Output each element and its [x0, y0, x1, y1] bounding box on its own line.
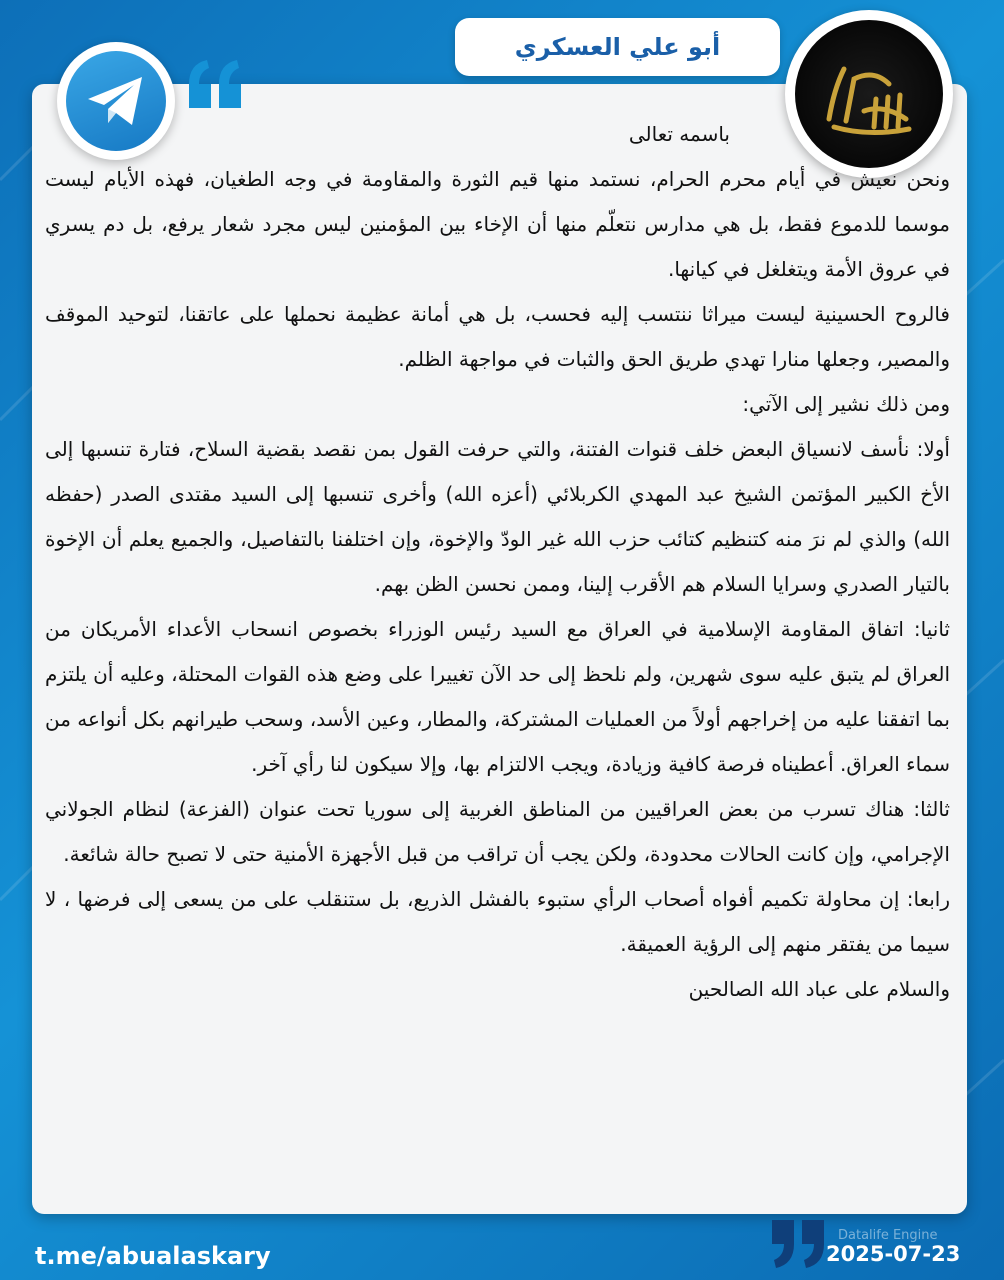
post-date: 2025-07-23	[826, 1242, 961, 1266]
message-body	[45, 112, 950, 1012]
paragraph-fourth: رابعا: إن محاولة تكميم أفواه أصحاب الرأي ستبوء بالفشل الذريع، بل ستنقلب على من يسعى إلى فرضها ، لا سيما من يفتقر منهم إلى الرؤية العميقة.	[45, 887, 950, 956]
paragraph-spirit: فالروح الحسينية ليست ميراثا ننتسب إليه فحسب، بل هي أمانة عظيمة نحملها على عاتقنا، لتوحيد الموقف والمصير، وجعلها منارا تهدي طريق الحق والثبات في مواجهة الظلم.	[45, 302, 950, 371]
telegram-link[interactable]: t.me/abualaskary	[35, 1242, 271, 1270]
quote-open-icon	[185, 58, 245, 110]
paragraph-third: ثالثا: هناك تسرب من بعض العراقيين من المناطق الغربية إلى سوريا تحت عنوان (الفزعة) لنظام الجولاني الإجرامي، وإن كانت الحالات محدودة، ولكن يجب أن تراقب من قبل الأجهزة الأمنية حتى لا تصبح حالة شائعة.	[45, 797, 950, 866]
author-title-pill	[455, 18, 780, 76]
author-title: أبو علي العسكري	[514, 33, 721, 61]
paragraph-intro: ونحن نعيش في أيام محرم الحرام، نستمد منها قيم الثورة والمقاومة في وجه الطغيان، فهذه الأيام ليست موسما للدموع فقط، بل هي مدارس نتعلّم منها أن الإخاء بين المؤمنين ليس مجرد شعار يرفع، بل دم يسري في عروق الأمة ويتغلغل في كيانها.	[45, 167, 950, 281]
basmala-line: باسمه تعالى	[628, 122, 730, 146]
paragraph-closing: والسلام على عباد الله الصالحين	[688, 977, 950, 1001]
quote-close-icon	[768, 1218, 828, 1270]
paragraph-first: أولا: نأسف لانسياق البعض خلف قنوات الفتنة، والتي حرفت القول بمن نقصد بقضية السلاح، فتارة تنسبها إلى الأخ الكبير المؤتمن الشيخ عبد المهدي الكربلائي (أعزه الله) وأخرى تنسبها إلى السيد مقتدى الصدر (حفظه الله) والذي لم نرَ منه كتنظيم كتائب حزب الله غير الودّ والإخوة، وإن اختلفنا بالتفاصيل، والجميع يعلم أن الإخوة بالتيار الصدري وسرايا السلام هم الأقرب إلينا، وممن نحسن الظن بهم.	[45, 437, 950, 596]
watermark-text: Datalife Engine	[838, 1228, 938, 1243]
paragraph-points-intro: ومن ذلك نشير إلى الآتي:	[742, 392, 950, 416]
paragraph-second: ثانيا: اتفاق المقاومة الإسلامية في العراق مع السيد رئيس الوزراء بخصوص انسحاب الأعداء الأمريكان من العراق لم يتبق عليه سوى شهرين، ولم نلحظ إلى حد الآن تغييرا على وضع هذه القوات المحتلة، وعليه أن يلتزم بما اتفقنا عليه من إخراجهم أولاً من العمليات المشتركة، والمطار، وعين الأسد، وسحب طيرانهم بكل أنواعه من سماء العراق. أعطيناه فرصة كافية وزيادة، ويجب الالتزام بها، وإلا سيكون لنا رأي آخر.	[45, 617, 950, 776]
